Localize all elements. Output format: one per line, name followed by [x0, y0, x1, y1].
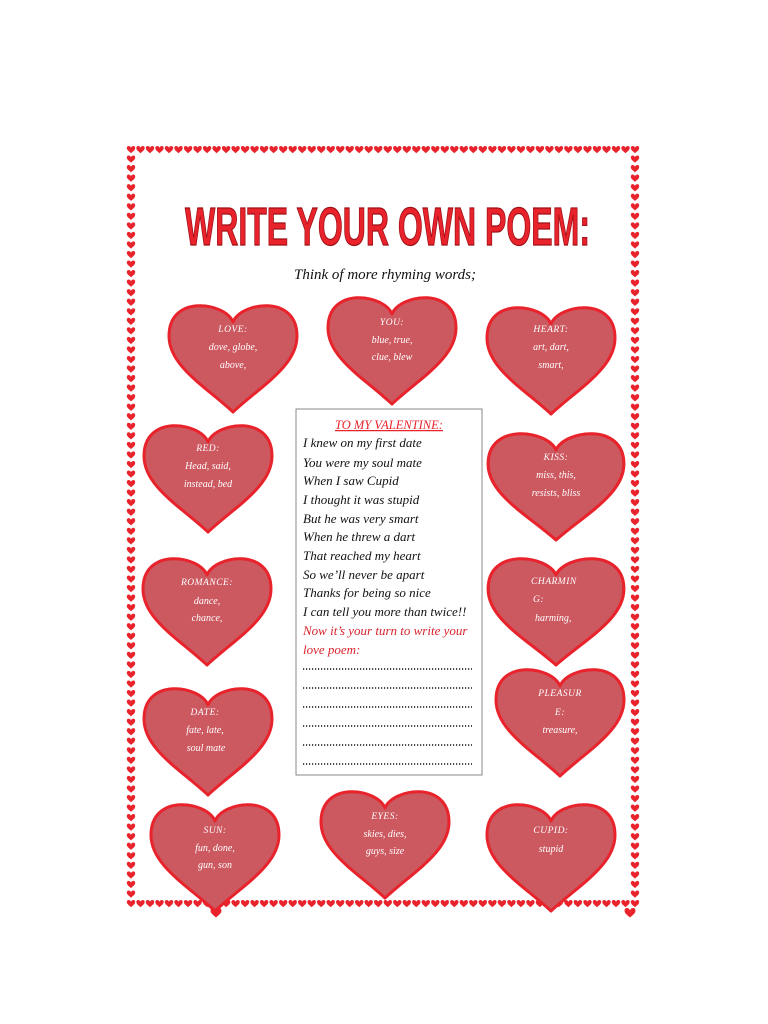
heart-heading: LOVE:: [218, 325, 248, 335]
heart-heading: G:: [533, 595, 545, 605]
poem-line: I can tell you more than twice!!: [303, 604, 467, 619]
heart-heading: KISS:: [543, 453, 569, 463]
heart-heading: E:: [555, 708, 565, 718]
heart-heading: RED:: [196, 444, 220, 454]
poem-line: When he threw a dart: [303, 529, 416, 544]
heart-words: stupid: [538, 844, 564, 855]
heart-heading: SUN:: [203, 826, 227, 836]
poem-line: So we’ll never be apart: [303, 567, 425, 582]
heart-heading: PLEASUR: [538, 689, 582, 699]
heart-words: fate, late,: [186, 725, 224, 736]
heart-words: Head, said,: [185, 461, 231, 472]
heart-heading: ROMANCE:: [180, 578, 234, 588]
poem-line: But he was very smart: [303, 511, 419, 526]
poem-prompt: love poem:: [303, 642, 361, 657]
worksheet-instructions: Think of more rhyming words;: [294, 267, 476, 283]
poem-line: You were my soul mate: [303, 455, 422, 470]
heart-words: dance,: [193, 596, 221, 607]
heart-words: dove, globe,: [208, 342, 258, 353]
poem-box: [296, 409, 482, 775]
heart-words: blue, true,: [371, 335, 413, 346]
heart-words: instead, bed: [183, 479, 233, 490]
heart-words: harming,: [535, 613, 572, 624]
heart-words: skies, dies,: [363, 829, 407, 840]
heart-heading: YOU:: [379, 318, 405, 328]
heart-heading: HEART:: [533, 325, 569, 335]
poem-title: TO MY VALENTINE:: [335, 418, 443, 432]
heart-words: chance,: [191, 613, 223, 624]
heart-words: treasure,: [542, 725, 578, 736]
heart-words: resists, bliss: [531, 488, 581, 499]
heart-words: above,: [219, 360, 247, 371]
heart-words: gun, son: [198, 860, 232, 871]
poem-prompt: Now it’s your turn to write your: [303, 623, 468, 638]
heart-words: fun, done,: [195, 843, 235, 854]
heart-words: art, dart,: [533, 342, 569, 353]
poem-line: I knew on my first date: [303, 435, 422, 450]
heart-heading: EYES:: [371, 812, 399, 822]
heart-words: clue, blew: [371, 352, 413, 363]
heart-words: soul mate: [186, 743, 226, 754]
poem-line: When I saw Cupid: [303, 473, 399, 488]
heart-words: guys, size: [365, 846, 405, 857]
worksheet-title: WRITE YOUR OWN POEM:: [185, 197, 590, 257]
heart-heading: CUPID:: [533, 826, 569, 836]
heart-heading: CHARMIN: [531, 577, 577, 587]
poem-line: Thanks for being so nice: [303, 585, 431, 600]
poem-line: I thought it was stupid: [303, 492, 420, 507]
poem-line: That reached my heart: [303, 548, 421, 563]
heart-words: miss, this,: [536, 470, 576, 481]
heart-heading: DATE:: [190, 708, 220, 718]
heart-words: smart,: [538, 360, 564, 371]
